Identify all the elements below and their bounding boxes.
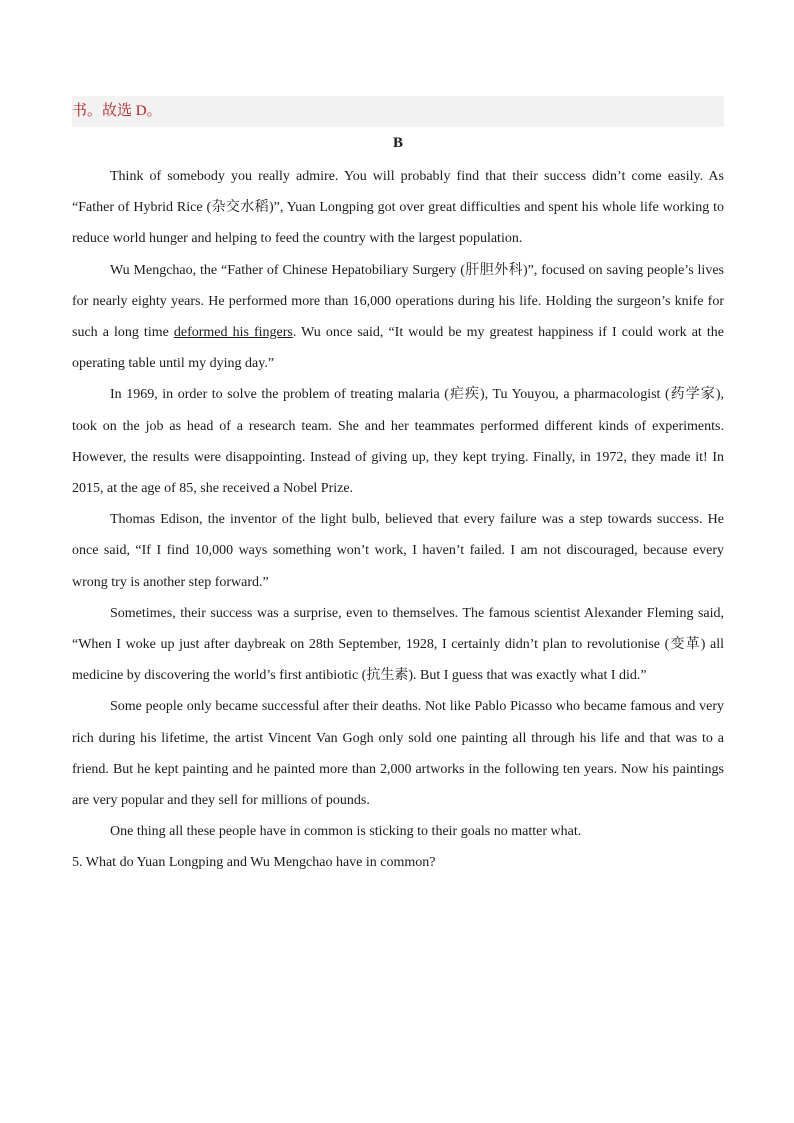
- paragraph-alexander-fleming: Sometimes, their success was a surprise, even to themselves. The famous scientist Alexander Fleming said, “When I woke up just after daybreak on 28th September, 1928, I certainly didn’t plan to revolutionise (变革) all medicine by discovering the world’s first antibiotic (抗生素). But I guess that was exactly what I did.”: [72, 605, 724, 684]
- document-page: [72, 96, 724, 879]
- paragraph-thomas-edison: Thomas Edison, the inventor of the light bulb, believed that every failure was a step towards success. He once said, “If I find 10,000 ways something won’t work, I haven’t failed. I am not discouraged, because every wrong try is another step forward.”: [72, 512, 724, 590]
- paragraph-wu-text-start: Wu Mengchao, the “Father of Chinese Hepatobiliary Surgery (肝胆外科)”, focused on saving people’s lives for nearly eighty years. He performed more than 16,000 operations during his life. Holding the surgeon’s knife for such a long time: [72, 262, 724, 341]
- paragraph-conclusion: One thing all these people have in common is sticking to their goals no matter what.: [110, 824, 582, 840]
- underlined-phrase: deformed his fingers: [173, 325, 293, 341]
- paragraph-wu-mengchao: [72, 255, 724, 380]
- section-heading: B: [392, 135, 403, 151]
- previous-answer-line: 书。故选 D。: [72, 96, 724, 127]
- question-5: 5. What do Yuan Longping and Wu Mengchao have in common?: [72, 855, 436, 871]
- paragraph-intro-yuan-longping: Think of somebody you really admire. You will probably find that their success didn’t come easily. As “Father of Hybrid Rice (杂交水稻)”, Yuan Longping got over great difficulties and spent his whole life working to reduce world hunger and helping to feed the country with the largest population.: [72, 169, 724, 247]
- paragraph-van-gogh: Some people only became successful after their deaths. Not like Pablo Picasso who became famous and very rich during his lifetime, the artist Vincent Van Gogh only sold one painting all through his life and that was to a friend. But he kept painting and he painted more than 2,000 artworks in the following ten years. Now his paintings are very popular and they sell for millions of pounds.: [72, 699, 724, 809]
- paragraph-wu-text-end: . Wu once said, “It would be my greatest happiness if I could work at the operating table until my dying day.”: [72, 325, 724, 372]
- paragraph-tu-youyou: In 1969, in order to solve the problem of treating malaria (疟疾), Tu Youyou, a pharmacologist (药学家), took on the job as head of a research team. She and her teammates performed different kinds of experiments. However, the results were disappointing. Instead of giving up, they kept trying. Finally, in 1972, they made it! In 2015, at the age of 85, she received a Nobel Prize.: [72, 387, 724, 497]
